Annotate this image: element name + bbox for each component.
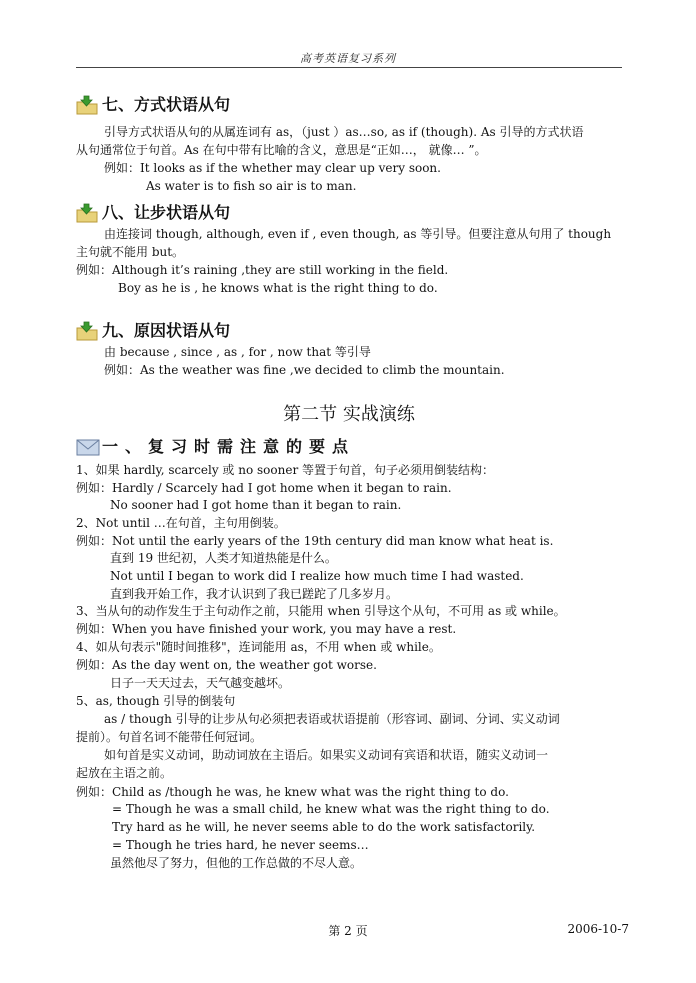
p2-line-2: 例如：Hardly / Scarcely had I got home when it began to rain. [76, 481, 452, 495]
p2-line-22: = Though he tries hard, he never seems… [112, 838, 369, 852]
s9-line-1: 由 because , since , as , for , now that 等引导 [104, 345, 371, 359]
p2-line-3: No sooner had I got home than it began to rain. [110, 498, 402, 512]
p2-line-8: 直到我开始工作，我才认识到了我已蹉跎了几多岁月。 [110, 587, 399, 601]
p2-line-20: = Though he was a small child, he knew what was the right thing to do. [112, 802, 550, 816]
section-9-heading: 九、原因状语从句 [76, 320, 230, 341]
section-7-heading: 七、方式状语从句 [76, 94, 230, 115]
p2-line-19: 例如：Child as /though he was, he knew what was the right thing to do. [76, 785, 509, 799]
p2-line-1: 1、如果 hardly, scarcely 或 no sooner 等置于句首，句子必须用倒装结构： [76, 463, 494, 477]
p2-line-21: Try hard as he will, he never seems able to do the work satisfactorily. [112, 820, 536, 834]
page-number: 第 2 页 [328, 924, 368, 938]
p2-line-17: 如句首是实义动词，助动词放在主语后。如果实义动词有宾语和状语，随实义动词一 [104, 748, 549, 762]
part-2-heading: 一、复习时需注意的要点 [76, 436, 355, 457]
p2-line-15: as / though 引导的让步从句必须把表语或状语提前（形容词、副词、分词、实义动词 [104, 712, 560, 726]
s7-line-1: 引导方式状语从句的从属连词有 as，（just ）as…so, as if (though). As 引导的方式状语 [104, 125, 584, 139]
p2-line-4: 2、Not until …在句首，主句用倒装。 [76, 516, 286, 530]
s8-line-2: 主句就不能用 but。 [76, 245, 185, 259]
s8-example-1: 例如：Although it’s raining ,they are still working in the field. [76, 263, 449, 277]
header-rule [76, 67, 622, 68]
p2-line-7: Not until I began to work did I realize how much time I had wasted. [110, 569, 524, 583]
folder-arrow-icon [76, 321, 98, 341]
page-header: 高考英语复习系列 [300, 52, 396, 65]
p2-line-16: 提前）。句首名词不能带任何冠词。 [76, 730, 263, 744]
s8-example-2: Boy as he is , he knows what is the right thing to do. [118, 281, 438, 295]
section-8-heading: 八、让步状语从句 [76, 202, 230, 223]
p2-line-23: 虽然他尽了努力，但他的工作总做的不尽人意。 [110, 856, 363, 870]
s7-line-2: 从句通常位于句首。As 在句中带有比喻的含义，意思是“正如…， 就像… ”。 [76, 143, 487, 157]
p2-line-11: 4、如从句表示"随时间推移"，连词能用 as，不用 when 或 while。 [76, 640, 441, 654]
p2-line-5: 例如：Not until the early years of the 19th century did man know what heat is. [76, 534, 554, 548]
p2-line-12: 例如：As the day went on, the weather got worse. [76, 658, 377, 672]
envelope-icon [76, 437, 98, 457]
p2-line-13: 日子一天天过去，天气越变越坏。 [110, 676, 291, 690]
p2-line-10: 例如：When you have finished your work, you may have a rest. [76, 622, 457, 636]
p2-line-18: 起放在主语之前。 [76, 766, 173, 780]
s8-line-1: 由连接词 though, although, even if , even though, as 等引导。但要注意从句用了 though [104, 227, 612, 241]
p2-line-6: 直到 19 世纪初，人类才知道热能是什么。 [110, 551, 337, 565]
folder-arrow-icon [76, 95, 98, 115]
folder-arrow-icon [76, 203, 98, 223]
p2-line-14: 5、as, though 引导的倒装句 [76, 694, 236, 708]
footer-date: 2006-10-7 [567, 922, 629, 936]
s9-example-1: 例如：As the weather was fine ,we decided to climb the mountain. [104, 363, 505, 377]
part-2-title: 第二节 实战演练 [283, 404, 415, 425]
s7-example-1: 例如：It looks as if the whether may clear up very soon. [104, 161, 441, 175]
p2-line-9: 3、当从句的动作发生于主句动作之前，只能用 when 引导这个从句，不可用 as 或 while。 [76, 604, 566, 618]
s7-example-2: As water is to fish so air is to man. [146, 179, 357, 193]
